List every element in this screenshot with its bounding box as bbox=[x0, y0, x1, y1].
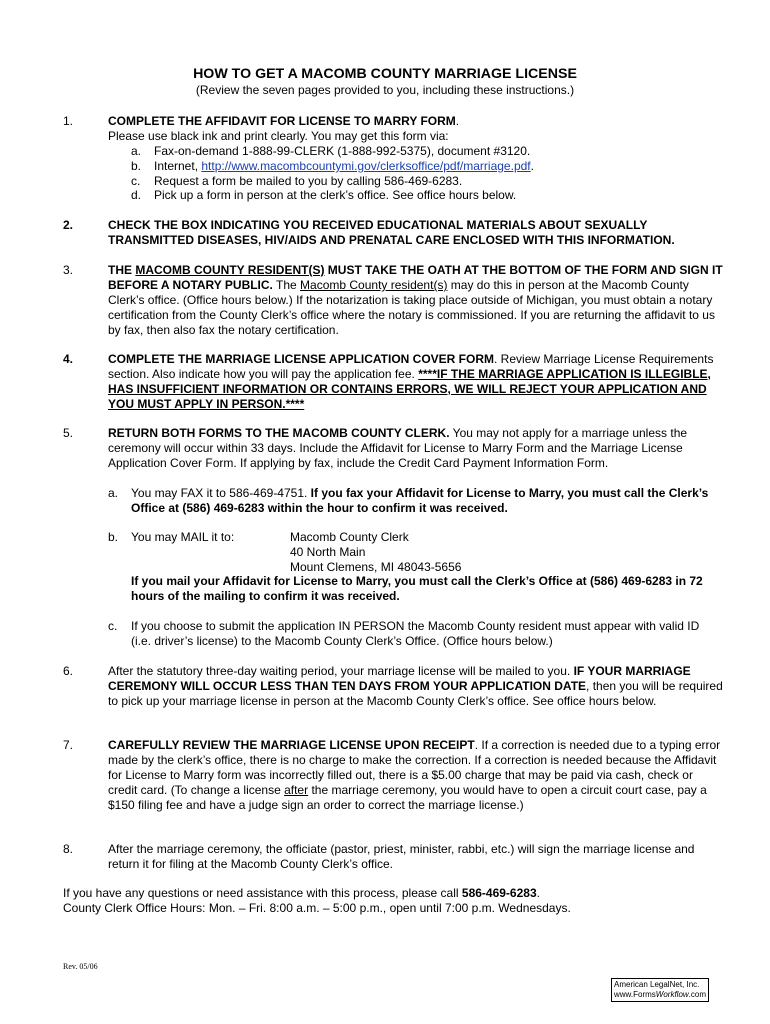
body-part: You may FAX it to 586-469-4751. bbox=[131, 486, 311, 500]
option-prefix: Internet, bbox=[154, 159, 202, 173]
step-number: 2. bbox=[63, 218, 74, 232]
step-text bbox=[108, 664, 723, 709]
step-text bbox=[108, 426, 723, 471]
publisher-footer bbox=[611, 978, 709, 1002]
step-text: After the marriage ceremony, the officiate (pastor, priest, minister, rabbi, etc.) will sign the marriage license and return it for filing at the Macomb County Clerk’s office. bbox=[108, 842, 695, 871]
body-part: The bbox=[272, 278, 301, 292]
contact-line bbox=[63, 886, 723, 901]
contact-phone: 586-469-6283 bbox=[461, 886, 537, 900]
url-part: www.Forms bbox=[614, 990, 656, 999]
step-number: 5. bbox=[63, 426, 74, 440]
office-hours: County Clerk Office Hours: Mon. – Fri. 8:00 a.m. – 5:00 p.m., open until 7:00 p.m. Wednesdays. bbox=[63, 901, 571, 915]
body-part: . Review Marriage License Requirements section. Also indicate how you will pay the application fee. bbox=[108, 352, 714, 381]
url-part-italic: Workflow bbox=[655, 990, 689, 999]
option-text bbox=[154, 159, 739, 174]
step-text bbox=[108, 738, 723, 813]
step-number: 1. bbox=[63, 114, 74, 128]
marriage-form-link[interactable]: http://www.macombcountymi.gov/clerksoffice/pdf/marriage.pdf bbox=[201, 159, 531, 173]
publisher-name: American LegalNet, Inc. bbox=[614, 980, 700, 989]
step-number: 4. bbox=[63, 352, 74, 366]
heading-part: MUST TAKE THE OATH AT THE BOTTOM OF THE FORM AND SIGN IT BEFORE A NOTARY PUBLIC. bbox=[108, 263, 723, 292]
mailing-address bbox=[290, 530, 461, 575]
address-line: Mount Clemens, MI 48043-5656 bbox=[290, 560, 462, 574]
punctuation: . bbox=[536, 886, 540, 900]
punctuation: . bbox=[455, 114, 460, 128]
step-line: Please use black ink and print clearly. You may get this form via: bbox=[108, 129, 449, 143]
page-title: HOW TO GET A MACOMB COUNTY MARRIAGE LICENSE bbox=[193, 66, 577, 82]
option-text: Pick up a form in person at the clerk’s office. See office hours below. bbox=[154, 188, 517, 202]
address-line: 40 North Main bbox=[290, 545, 366, 559]
step-heading: CHECK THE BOX INDICATING YOU RECEIVED EDUCATIONAL MATERIALS ABOUT SEXUALLY TRANSMITTED DISEASES, HIV/AIDS AND PRENATAL CARE ENCLOSED WITH THIS INFORMATION. bbox=[108, 218, 675, 247]
mail-confirmation-note: If you mail your Affidavit for License to Marry, you must call the Clerk’s Office at (586) 469-6283 in 72 hours of the mailing to confirm it was received. bbox=[131, 574, 703, 603]
option-letter: a. bbox=[131, 144, 142, 158]
option-text: You may MAIL it to: bbox=[131, 530, 235, 544]
body-part: may do this in person at the Macomb County Clerk’s office. (Office hours below.) If the notarization is taking place outside of Michigan, you must obtain a notary certification from the County Clerk’s office where the notary is commissioned. If you are returning the affidavit to us by fax, then also fax the notary certification. bbox=[108, 278, 715, 337]
step-number: 3. bbox=[63, 263, 74, 277]
option-text bbox=[131, 486, 716, 516]
option-letter: d. bbox=[131, 188, 142, 202]
punctuation: . bbox=[530, 159, 534, 173]
ten-day-warning: IF YOUR MARRIAGE CEREMONY WILL OCCUR LESS THAN TEN DAYS FROM YOUR APPLICATION DATE bbox=[108, 664, 691, 693]
rejection-warning: ****IF THE MARRIAGE APPLICATION IS ILLEGIBLE, HAS INSUFFICIENT INFORMATION OR CONTAINS ERRORS, WE WILL REJECT YOUR APPLICATION AND YOU MUST APPLY IN PERSON.**** bbox=[108, 367, 711, 411]
heading-underlined: MACOMB COUNTY RESIDENT(S) bbox=[135, 263, 325, 277]
option-letter: c. bbox=[131, 174, 141, 188]
step-number: 7. bbox=[63, 738, 74, 752]
step-number: 6. bbox=[63, 664, 74, 678]
option-letter: b. bbox=[108, 530, 119, 544]
url-part: .com bbox=[688, 990, 707, 999]
option-letter: b. bbox=[131, 159, 142, 173]
option-text: Fax-on-demand 1-888-99-CLERK (1-888-992-5375), document #3120. bbox=[154, 144, 531, 158]
step-heading: CAREFULLY REVIEW THE MARRIAGE LICENSE UPON RECEIPT bbox=[108, 738, 475, 752]
page-subtitle: (Review the seven pages provided to you, including these instructions.) bbox=[195, 83, 575, 97]
step-heading: COMPLETE THE MARRIAGE LICENSE APPLICATION COVER FORM bbox=[108, 352, 495, 366]
option-letter: a. bbox=[108, 486, 119, 500]
option-text: Request a form be mailed to you by calling 586-469-6283. bbox=[154, 174, 463, 188]
body-underlined: after bbox=[284, 783, 309, 797]
step-text bbox=[108, 263, 723, 338]
body-part: After the statutory three-day waiting period, your marriage license will be mailed to you. bbox=[108, 664, 574, 678]
option-text: If you choose to submit the application IN PERSON the Macomb County resident must appear with valid ID (i.e. driver’s license) to the Macomb County Clerk’s Office. (Office hours below.) bbox=[131, 619, 700, 648]
body-part: . If a correction is needed due to a typing error made by the clerk’s office, there is no charge to make the correction. If a correction is needed because the Affidavit for License to Marry form was incorrectly filled out, there is a $5.00 charge that may be paid via cash, check or credit card. (To change a license bbox=[108, 738, 721, 797]
heading-part: THE bbox=[108, 263, 136, 277]
address-line: Macomb County Clerk bbox=[290, 530, 409, 544]
step-number: 8. bbox=[63, 842, 74, 856]
revision-date: Rev. 05/06 bbox=[63, 962, 98, 971]
fax-confirmation-note: If you fax your Affidavit for License to Marry, you must call the Clerk’s Office at (586) 469-6283 within the hour to confirm it was received. bbox=[131, 486, 709, 515]
step-heading: COMPLETE THE AFFIDAVIT FOR LICENSE TO MARRY FORM bbox=[108, 114, 456, 128]
body-underlined: Macomb County resident(s) bbox=[300, 278, 448, 292]
body-part: , then you will be required to pick up your marriage license in person at the Macomb County Clerk’s office. See office hours below. bbox=[108, 679, 723, 708]
step-text bbox=[108, 352, 723, 412]
step-text bbox=[108, 114, 723, 144]
publisher-url bbox=[614, 990, 706, 1000]
contact-text: If you have any questions or need assistance with this process, please call bbox=[63, 886, 462, 900]
body-part: You may not apply for a marriage unless the ceremony will occur within 33 days. Include the Affidavit for License to Marry Form and the Marriage License Application Cover Form. If applying by fax, include the Credit Card Payment Information Form. bbox=[108, 426, 688, 470]
option-letter: c. bbox=[108, 619, 118, 633]
body-part: the marriage ceremony, you would have to open a circuit court case, pay a $150 filing fee and have a judge sign an order to correct the marriage license.) bbox=[108, 783, 707, 812]
step-heading: RETURN BOTH FORMS TO THE MACOMB COUNTY CLERK. bbox=[108, 426, 450, 440]
